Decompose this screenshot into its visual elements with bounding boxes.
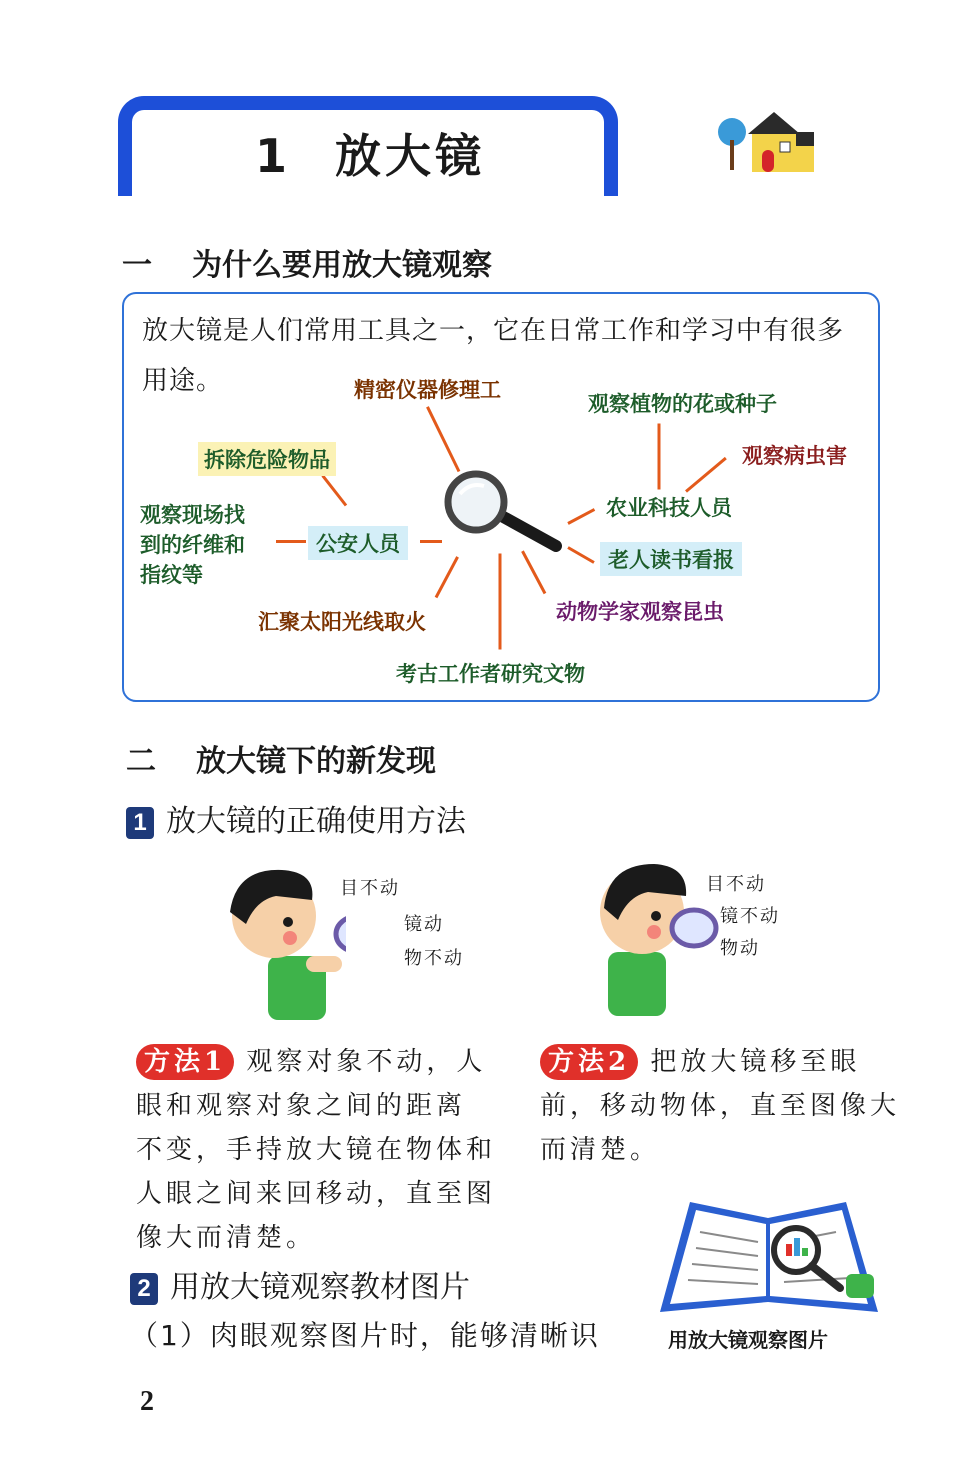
label-sunlight: 汇聚太阳光线取火 (258, 609, 426, 634)
method1-block (136, 1040, 496, 1260)
method2-line (540, 1040, 900, 1084)
subheading-2 (130, 1262, 470, 1306)
section1-marker: 一 (122, 248, 152, 283)
section1-heading-text: 为什么要用放大镜观察 (192, 248, 492, 283)
fig2-object-label: 物动 (720, 938, 760, 959)
fig2-eye-label: 目不动 (706, 874, 766, 895)
section2-marker: 二 (126, 744, 156, 779)
fig1-eye-label: 目不动 (340, 878, 400, 899)
label-precision-repair: 精密仪器修理工 (354, 377, 501, 402)
fig2-lens-label: 镜不动 (720, 906, 780, 927)
label-archaeology: 考古工作者研究文物 (396, 661, 585, 686)
label-bomb: 拆除危险物品 (198, 442, 336, 476)
magnifier-icon (440, 470, 564, 554)
method1-text: 观察对象不动，人 (246, 1047, 487, 1077)
fig1-lens-label: 镜动 (404, 914, 444, 935)
method1-line: 不变，手持放大镜在物体和 (136, 1135, 497, 1165)
section2-heading-text: 放大镜下的新发现 (196, 744, 436, 779)
paragraph-1: （1）肉眼观察图片时，能够清晰识 (130, 1319, 600, 1352)
ray-line (658, 424, 661, 490)
subheading-1 (126, 796, 466, 840)
lesson-number: 1 (255, 129, 292, 183)
method2-line: 而清楚。 (540, 1135, 661, 1165)
subheading-1-text: 放大镜的正确使用方法 (166, 804, 466, 839)
method2-block (540, 1040, 900, 1172)
label-agri: 农业科技人员 (606, 495, 732, 520)
method1-line: 人眼之间来回移动，直至图 (136, 1179, 497, 1209)
fig1-object-label: 物不动 (404, 948, 464, 969)
book-illustration (650, 1192, 882, 1318)
method2-text: 把放大镜移至眼 (650, 1047, 861, 1077)
crime-scene-line: 到的纤维和 (140, 532, 245, 557)
label-plants: 观察植物的花或种子 (588, 391, 777, 416)
subheading-2-number: 2 (130, 1273, 158, 1305)
method2-line: 前，移动物体，直至图像大 (540, 1091, 901, 1121)
house-illustration (712, 106, 816, 176)
subheading-2-text: 用放大镜观察教材图片 (170, 1270, 470, 1305)
label-crime-scene (140, 500, 245, 590)
label-police: 公安人员 (308, 526, 408, 560)
lesson-title (255, 120, 485, 186)
crime-scene-line: 指纹等 (140, 562, 203, 587)
ray-line (276, 540, 306, 543)
method1-line: 像大而清楚。 (136, 1223, 317, 1253)
method2-badge: 方法2 (540, 1044, 638, 1080)
section1-heading (122, 240, 492, 284)
label-elderly: 老人读书看报 (600, 542, 742, 576)
label-zoologist: 动物学家观察昆虫 (556, 599, 724, 624)
method1-line (136, 1040, 496, 1084)
lesson-title-text: 放大镜 (335, 129, 486, 183)
book-caption: 用放大镜观察图片 (668, 1328, 828, 1352)
ray-line (420, 540, 442, 543)
page-number: 2 (140, 1386, 154, 1417)
boy-figure-1 (216, 860, 346, 1020)
section2-heading (126, 736, 436, 780)
uses-intro: 放大镜是人们常用工具之一，它在日常工作和学习中有很多用途。 (142, 316, 845, 396)
subheading-1-number: 1 (126, 807, 154, 839)
crime-scene-line: 观察现场找 (140, 502, 245, 527)
method1-badge: 方法1 (136, 1044, 234, 1080)
label-pests: 观察病虫害 (742, 443, 847, 468)
method1-line: 眼和观察对象之间的距离 (136, 1091, 467, 1121)
ray-line (499, 554, 502, 650)
